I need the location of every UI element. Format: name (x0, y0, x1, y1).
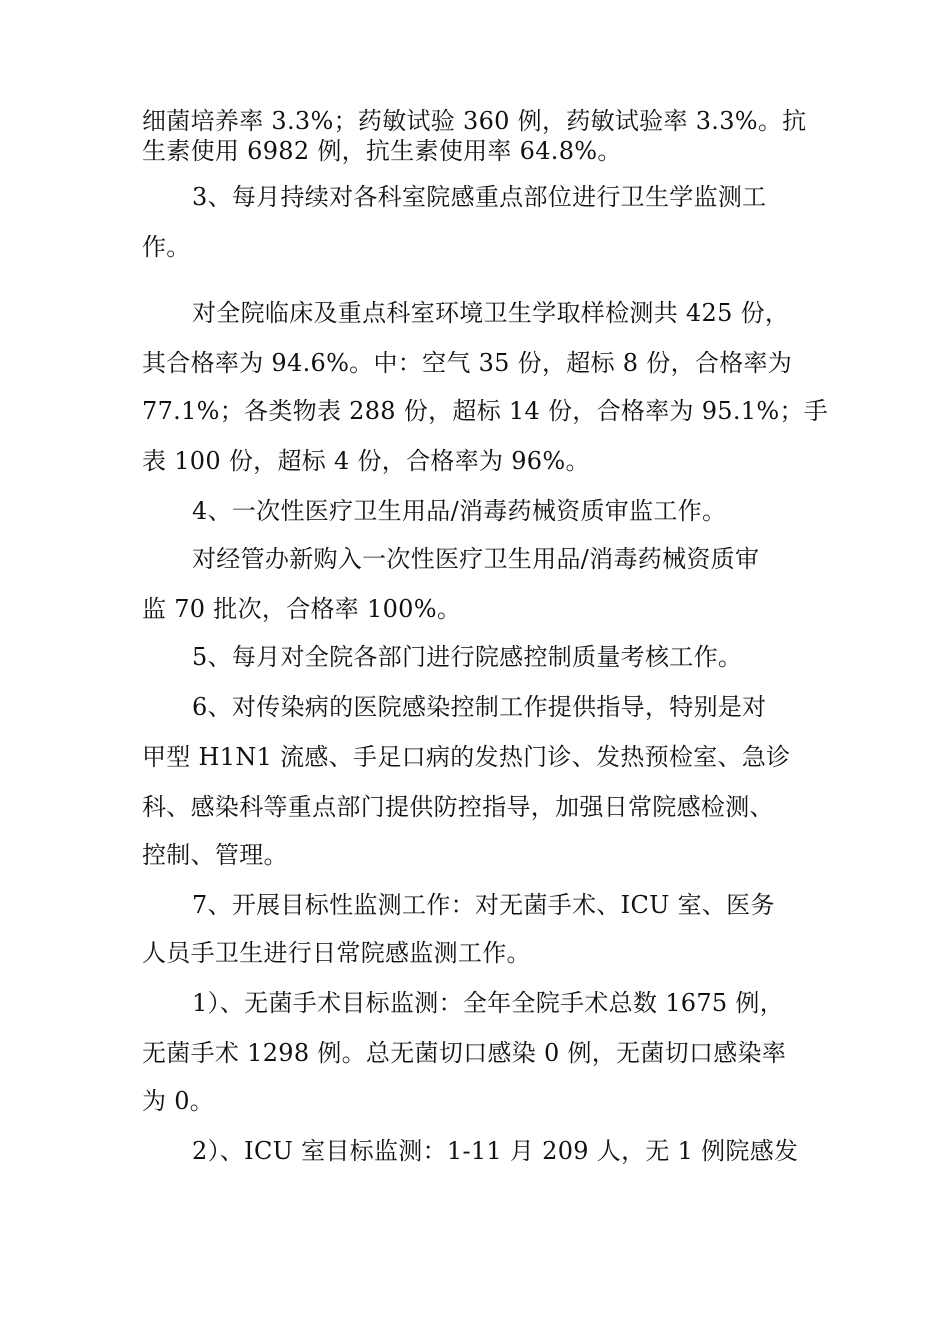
text-line: 表 100 份，超标 4 份，合格率为 96%。 (142, 447, 590, 475)
section-heading: 6、对传染病的医院感染控制工作提供指导，特别是对 (192, 693, 767, 721)
text-line: 为 0。 (142, 1087, 215, 1115)
section-heading: 5、每月对全院各部门进行院感控制质量考核工作。 (192, 643, 743, 671)
section-heading: 7、开展目标性监测工作：对无菌手术、ICU 室、医务 (192, 891, 775, 919)
section-heading: 4、一次性医疗卫生用品/消毒药械资质审监工作。 (192, 497, 727, 525)
subsection-heading: 2）、ICU 室目标监测：1-11 月 209 人，无 1 例院感发 (192, 1137, 799, 1165)
text-line: 作。 (142, 233, 191, 261)
text-line: 77.1%；各类物表 288 份，超标 14 份，合格率为 95.1%；手 (142, 397, 829, 425)
text-line: 对全院临床及重点科室环境卫生学取样检测共 425 份， (192, 299, 790, 327)
text-line: 其合格率为 94.6%。中：空气 35 份，超标 8 份，合格率为 (142, 349, 793, 377)
text-line: 人员手卫生进行日常院感监测工作。 (142, 939, 531, 967)
text-line: 细菌培养率 3.3%；药敏试验 360 例，药敏试验率 3.3%。抗 (142, 107, 807, 135)
text-line: 生素使用 6982 例，抗生素使用率 64.8%。 (142, 137, 622, 165)
text-line: 监 70 批次，合格率 100%。 (142, 595, 462, 623)
subsection-heading: 1）、无菌手术目标监测：全年全院手术总数 1675 例， (192, 989, 785, 1017)
text-line: 控制、管理。 (142, 841, 288, 869)
text-line: 无菌手术 1298 例。总无菌切口感染 0 例，无菌切口感染率 (142, 1039, 787, 1067)
text-line: 甲型 H1N1 流感、手足口病的发热门诊、发热预检室、急诊 (142, 743, 791, 771)
section-heading: 3、每月持续对各科室院感重点部位进行卫生学监测工 (192, 183, 767, 211)
text-line: 科、感染科等重点部门提供防控指导，加强日常院感检测、 (142, 793, 774, 821)
text-line: 对经管办新购入一次性医疗卫生用品/消毒药械资质审 (192, 545, 760, 573)
